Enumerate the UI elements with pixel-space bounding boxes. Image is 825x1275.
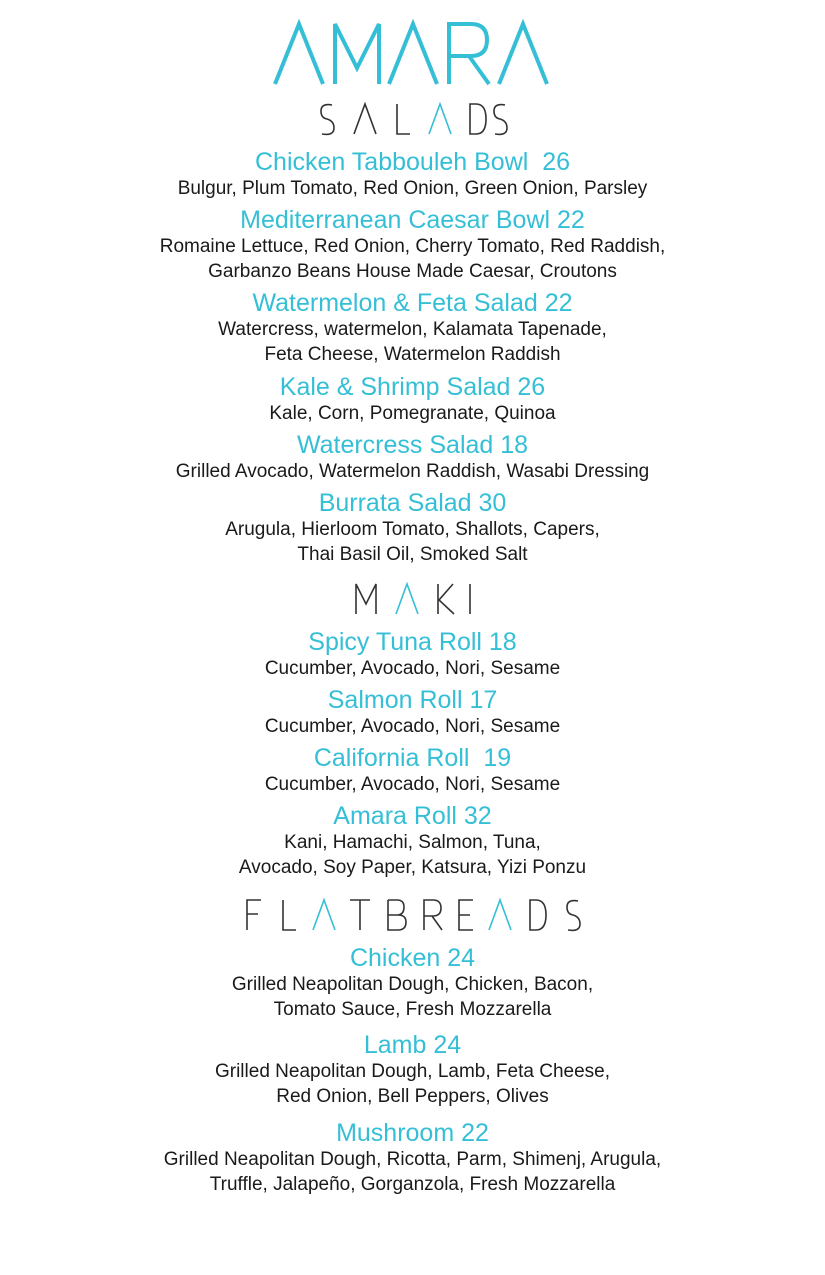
item-description: Romaine Lettuce, Red Onion, Cherry Tomato, Red Raddish,	[159, 236, 666, 257]
item-title: Mushroom 22	[336, 1119, 489, 1147]
item-description: Grilled Neapolitan Dough, Lamb, Feta Cheese,	[214, 1061, 610, 1082]
item-description: Kale, Corn, Pomegranate, Quinoa	[269, 403, 556, 424]
menu-item	[0, 1119, 825, 1197]
menu-item	[0, 431, 825, 484]
item-description: Cucumber, Avocado, Nori, Sesame	[264, 658, 561, 679]
menu-item	[0, 373, 825, 426]
item-title: Chicken Tabbouleh Bowl 26	[254, 148, 571, 176]
menu-item	[0, 744, 825, 797]
item-description: Cucumber, Avocado, Nori, Sesame	[264, 774, 561, 795]
item-description: Grilled Neapolitan Dough, Ricotta, Parm, Shimenj, Arugula,	[163, 1149, 662, 1170]
menu-item	[0, 628, 825, 681]
menu-item	[0, 206, 825, 284]
section-heading-flatbreads	[0, 896, 825, 936]
item-description: Avocado, Soy Paper, Katsura, Yizi Ponzu	[238, 857, 587, 878]
item-title: Chicken 24	[349, 944, 476, 972]
item-description: Grilled Neapolitan Dough, Chicken, Bacon,	[231, 974, 594, 995]
item-title: Watermelon & Feta Salad 22	[252, 289, 573, 317]
item-title: California Roll 19	[313, 744, 512, 772]
item-description: Red Onion, Bell Peppers, Olives	[276, 1086, 549, 1107]
item-description: Cucumber, Avocado, Nori, Sesame	[264, 716, 561, 737]
item-title: Salmon Roll 17	[327, 686, 498, 714]
item-description: Bulgur, Plum Tomato, Red Onion, Green Onion, Parsley	[177, 178, 648, 199]
item-description: Tomato Sauce, Fresh Mozzarella	[273, 999, 552, 1020]
item-title: Mediterranean Caesar Bowl 22	[240, 206, 585, 234]
item-description: Arugula, Hierloom Tomato, Shallots, Capers,	[225, 519, 600, 540]
item-description: Truffle, Jalapeño, Gorganzola, Fresh Mozzarella	[209, 1174, 616, 1195]
menu-item	[0, 686, 825, 739]
item-title: Lamb 24	[363, 1031, 462, 1059]
item-description: Garbanzo Beans House Made Caesar, Croutons	[208, 261, 617, 282]
section-heading-maki	[0, 580, 825, 620]
item-title: Amara Roll 32	[333, 802, 492, 830]
menu-item	[0, 148, 825, 201]
section-heading-salads	[0, 100, 825, 140]
item-description: Feta Cheese, Watermelon Raddish	[264, 344, 561, 365]
item-description: Watercress, watermelon, Kalamata Tapenade,	[218, 319, 607, 340]
item-description: Grilled Avocado, Watermelon Raddish, Wasabi Dressing	[175, 461, 650, 482]
menu-item	[0, 489, 825, 567]
menu-item	[0, 944, 825, 1022]
item-description: Kani, Hamachi, Salmon, Tuna,	[284, 832, 541, 853]
menu-item	[0, 802, 825, 880]
item-title: Watercress Salad 18	[296, 431, 529, 459]
brand-logo	[0, 18, 825, 90]
amara-wordmark	[273, 18, 553, 90]
menu-item	[0, 1031, 825, 1109]
item-title: Burrata Salad 30	[318, 489, 507, 517]
item-description: Thai Basil Oil, Smoked Salt	[297, 544, 528, 565]
menu-item	[0, 289, 825, 367]
item-title: Spicy Tuna Roll 18	[308, 628, 517, 656]
item-title: Kale & Shrimp Salad 26	[279, 373, 546, 401]
